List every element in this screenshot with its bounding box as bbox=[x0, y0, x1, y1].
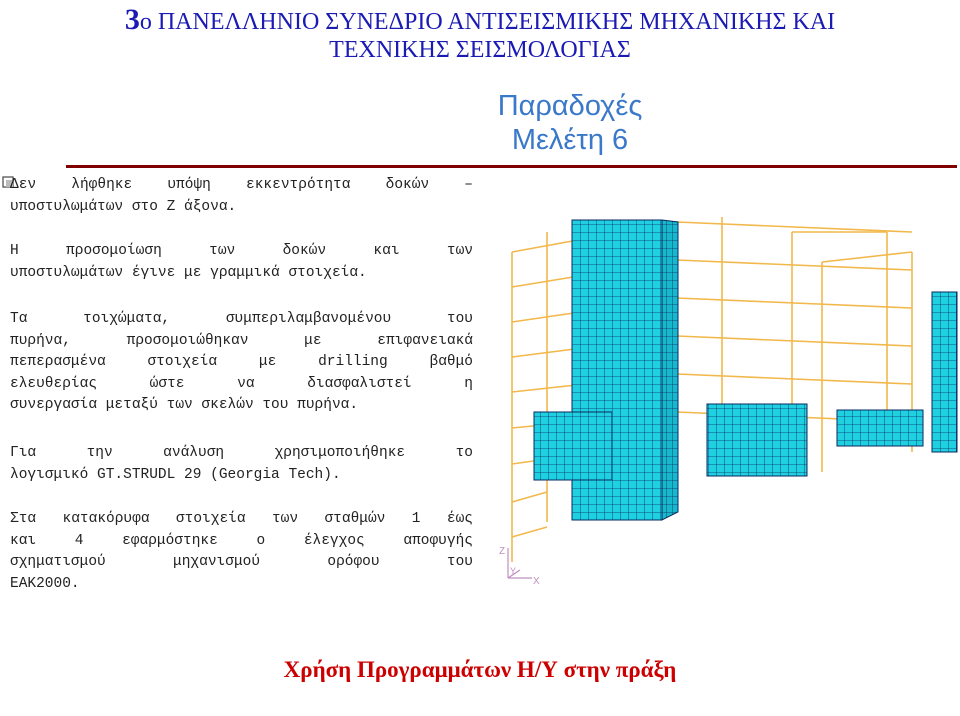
text-line: και 4 εφαρμόστηκε ο έλεγχος αποφυγής bbox=[10, 532, 473, 549]
paragraph-mechanism-check bbox=[10, 509, 473, 595]
right-wall bbox=[932, 292, 957, 452]
text-line: Στα κατακόρυφα στοιχεία των σταθμών 1 έως bbox=[10, 511, 473, 527]
axis-triad bbox=[499, 546, 540, 587]
paragraph-software bbox=[10, 443, 473, 486]
structural-model-figure bbox=[492, 192, 960, 592]
title-line-1: ο ΠΑΝΕΛΛΗΝΙΟ ΣΥΝΕΔΡΙΟ ΑΝΤΙΣΕΙΣΜΙΚΗΣ ΜΗΧΑΝΙΚΗΣ ΚΑΙ bbox=[139, 9, 836, 35]
text-line: υποστυλωμάτων στο Z άξονα. bbox=[10, 198, 237, 215]
text-line: Η προσομοίωση των δοκών και των bbox=[10, 243, 473, 259]
paragraph-linear-elements bbox=[10, 241, 473, 284]
text-line: σχηματισμού μηχανισμού ορόφου του bbox=[10, 554, 473, 570]
footer-title: Χρήση Προγραμμάτων Η/Υ στην πράξη bbox=[283, 657, 677, 682]
slide-title: Παραδοχές bbox=[497, 90, 643, 122]
paragraph-walls bbox=[10, 309, 473, 417]
title-number: 3 bbox=[124, 3, 140, 36]
lower-right-wall bbox=[837, 410, 923, 446]
text-line: πεπερασμένα στοιχεία με drilling βαθμό bbox=[10, 354, 473, 370]
text-line: Δεν λήφθηκε υπόψη εκκεντρότητα δοκών – bbox=[10, 177, 473, 193]
conference-title bbox=[0, 3, 960, 64]
slide-subtitle: Μελέτη 6 bbox=[511, 124, 629, 156]
axis-x-label: X bbox=[533, 576, 540, 587]
text-line: Για την ανάλυση χρησιμοποιήθηκε το bbox=[10, 445, 473, 461]
core-wall-side bbox=[662, 220, 678, 520]
lower-middle-wall bbox=[707, 404, 807, 476]
lower-left-wall bbox=[534, 412, 612, 480]
text-line: ελευθερίας ώστε να διασφαλιστεί η bbox=[10, 375, 473, 392]
paragraph-eccentricity bbox=[10, 175, 473, 218]
text-line: Τα τοιχώματα, συμπεριλαμβανομένου του bbox=[10, 311, 473, 327]
divider-rule bbox=[66, 165, 957, 168]
title-line-2: ΤΕΧΝΙΚΗΣ ΣΕΙΣΜΟΛΟΓΙΑΣ bbox=[329, 37, 631, 63]
axis-z-label: Z bbox=[499, 546, 506, 557]
axis-y-label: Y bbox=[510, 566, 517, 576]
text-line: υποστυλωμάτων έγινε με γραμμικά στοιχεία. bbox=[10, 264, 367, 281]
text-line: πυρήνα, προσομοιώθηκαν με επιφανειακά bbox=[10, 332, 473, 349]
text-line: λογισμικό GT.STRUDL 29 (Georgia Tech). bbox=[10, 466, 341, 483]
text-line: ΕΑΚ2000. bbox=[10, 575, 80, 592]
text-line: συνεργασία μεταξύ των σκελών του πυρήνα. bbox=[10, 397, 359, 413]
